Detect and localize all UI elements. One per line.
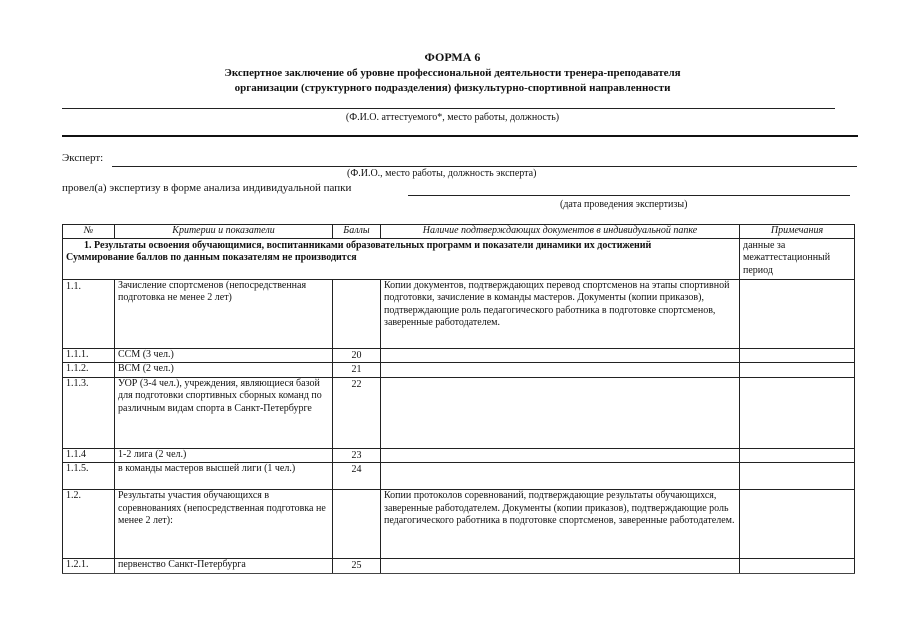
table-row xyxy=(63,448,855,463)
row-criteria: Результаты участия обучающихся в соревнованиях (непосредственная подготовка не менее 2 лет): xyxy=(115,490,333,559)
row-notes xyxy=(740,559,855,574)
row-documents: Копии протоколов соревнований, подтверждающие результаты обучающихся, заверенные работодателем. Документы (копии приказов), подтверждающие роль педагогического работника в подготовке спортсменов, заверенные работодателем. xyxy=(381,490,740,559)
expert-line[interactable] xyxy=(112,166,857,167)
table-row xyxy=(63,279,855,348)
row-notes xyxy=(740,377,855,448)
expert-caption: (Ф.И.О., место работы, должность эксперта) xyxy=(347,168,537,179)
section-summary: Суммирование баллов по данным показателям не производится xyxy=(66,252,357,263)
header-num: № xyxy=(63,225,115,239)
row-documents xyxy=(381,559,740,574)
form-subtitle-line2: организации (структурного подразделения) физкультурно-спортивной направленности xyxy=(234,82,671,94)
row-points: 20 xyxy=(333,348,381,363)
fio-caption: (Ф.И.О. аттестуемого*, место работы, должность) xyxy=(345,112,560,123)
row-criteria: УОР (3-4 чел.), учреждения, являющиеся базой для подготовки спортивных сборных команд по различным видам спорта в Санкт-Петербурге xyxy=(115,377,333,448)
row-num: 1.1.2. xyxy=(63,363,115,378)
expert-label: Эксперт: xyxy=(62,152,104,164)
table-header-row xyxy=(63,225,855,239)
fio-line xyxy=(62,108,835,109)
row-documents xyxy=(381,448,740,463)
row-criteria: ССМ (3 чел.) xyxy=(115,348,333,363)
row-documents xyxy=(381,348,740,363)
row-documents xyxy=(381,463,740,490)
row-num: 1.2. xyxy=(63,490,115,559)
row-points xyxy=(333,490,381,559)
row-criteria: первенство Санкт-Петербурга xyxy=(115,559,333,574)
row-num: 1.1.3. xyxy=(63,377,115,448)
header-criteria: Критерии и показатели xyxy=(115,225,333,239)
criteria-table xyxy=(62,224,855,574)
row-num: 1.1.5. xyxy=(63,463,115,490)
table-row xyxy=(63,559,855,574)
date-line[interactable] xyxy=(408,195,850,196)
divider-line xyxy=(62,135,858,137)
row-points: 21 xyxy=(333,363,381,378)
table-row xyxy=(63,363,855,378)
section-title: 1. Результаты освоения обучающимися, воспитанниками образовательных программ и показатели динамики их достижений xyxy=(84,239,652,251)
row-criteria: в команды мастеров высшей лиги (1 чел.) xyxy=(115,463,333,490)
row-points: 23 xyxy=(333,448,381,463)
row-criteria: Зачисление спортсменов (непосредственная подготовка не менее 2 лет) xyxy=(115,279,333,348)
table-row xyxy=(63,377,855,448)
row-notes xyxy=(740,448,855,463)
row-num: 1.1.4 xyxy=(63,448,115,463)
section-cell xyxy=(63,238,740,279)
form-subtitle-line1: Экспертное заключение об уровне профессиональной деятельности тренера-преподавателя xyxy=(224,67,681,79)
header-points: Баллы xyxy=(333,225,381,239)
row-criteria: 1-2 лига (2 чел.) xyxy=(115,448,333,463)
row-num: 1.2.1. xyxy=(63,559,115,574)
row-criteria: ВСМ (2 чел.) xyxy=(115,363,333,378)
row-num: 1.1.1. xyxy=(63,348,115,363)
row-notes xyxy=(740,279,855,348)
row-documents xyxy=(381,363,740,378)
table-row xyxy=(63,490,855,559)
form-title: ФОРМА 6 xyxy=(424,50,481,64)
row-points xyxy=(333,279,381,348)
header-documents: Наличие подтверждающих документов в индивидуальной папке xyxy=(381,225,740,239)
row-points: 24 xyxy=(333,463,381,490)
section-note: данные за межаттестационный период xyxy=(740,238,855,279)
table-row xyxy=(63,463,855,490)
section-row xyxy=(63,238,855,279)
date-caption: (дата проведения экспертизы) xyxy=(560,199,688,210)
row-points: 22 xyxy=(333,377,381,448)
row-points: 25 xyxy=(333,559,381,574)
row-notes xyxy=(740,363,855,378)
row-documents: Копии документов, подтверждающих перевод спортсменов на этапы спортивной подготовки, зачисление в команды мастеров. Документы (копии приказов), подтверждающие роль педагогического работника в подготовке спортсменов, заверенные работодателем. xyxy=(381,279,740,348)
table-row xyxy=(63,348,855,363)
row-notes xyxy=(740,348,855,363)
conducted-label: провел(а) экспертизу в форме анализа индивидуальной папки xyxy=(62,182,352,194)
row-notes xyxy=(740,463,855,490)
header-notes: Примечания xyxy=(740,225,855,239)
row-num: 1.1. xyxy=(63,279,115,348)
row-documents xyxy=(381,377,740,448)
row-notes xyxy=(740,490,855,559)
